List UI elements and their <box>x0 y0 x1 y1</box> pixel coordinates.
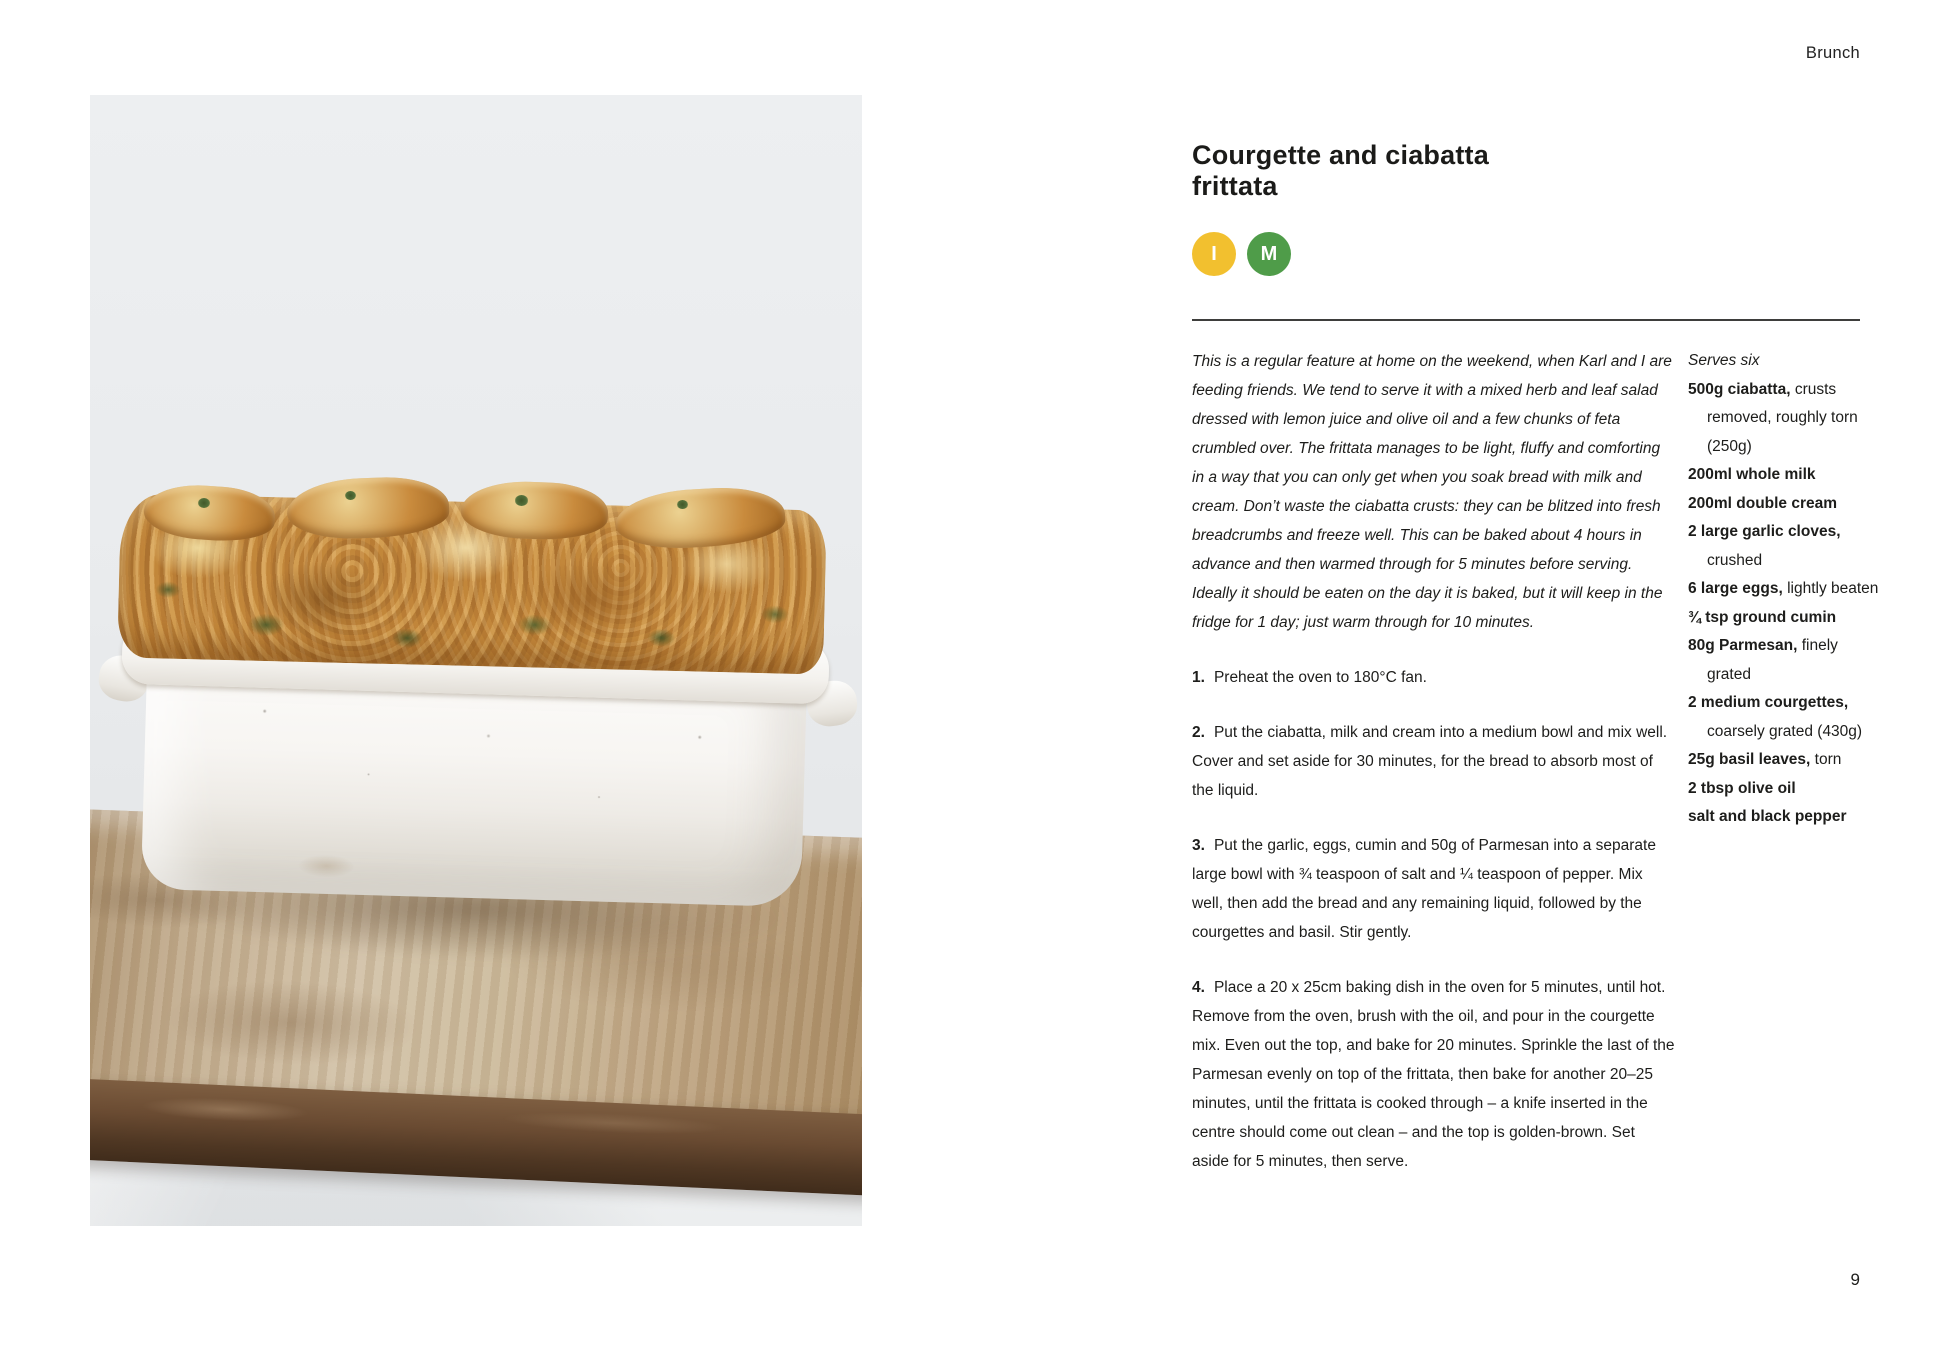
section-label: Brunch <box>1805 44 1860 62</box>
ingredients-column <box>1688 347 1884 832</box>
step-text: Place a 20 x 25cm baking dish in the oven for 5 minutes, until hot. Remove from the oven, brush with the oil, and pour in the courgette mix. Even out the top, and bake for 20 minutes. Sprinkle the last of the Parmesan evenly on top of the frittata, then bake for another 20–25 minutes, until the frittata is cooked through – a knife inserted in the centre should come out clean – and the top is golden-brown. Set aside for 5 minutes, then serve. <box>1192 979 1675 1170</box>
method-step <box>1192 831 1676 947</box>
step-number: 4. <box>1192 979 1205 996</box>
courgette-fleck <box>345 491 356 500</box>
diet-badge: I <box>1192 232 1236 276</box>
ingredient-item <box>1688 775 1884 804</box>
step-number: 1. <box>1192 669 1205 686</box>
ingredients-list <box>1688 376 1884 832</box>
ingredient-item <box>1688 490 1884 519</box>
ingredient-item <box>1688 575 1884 604</box>
ingredient-quantity: 80g Parmesan, <box>1688 637 1798 654</box>
step-text: Put the garlic, eggs, cumin and 50g of Parmesan into a separate large bowl with ¾ teaspoon of salt and ¼ teaspoon of pepper. Mix well, then add the bread and any remaining liquid, followed by the courgettes and basil. Stir gently. <box>1192 837 1656 941</box>
ingredient-quantity: 25g basil leaves, <box>1688 751 1811 768</box>
ingredient-quantity: 6 large eggs, <box>1688 580 1783 597</box>
divider-rule <box>1192 319 1860 321</box>
method-steps <box>1192 663 1676 1176</box>
courgette-fleck <box>677 500 689 509</box>
ingredient-item <box>1688 461 1884 490</box>
ingredient-item <box>1688 689 1884 746</box>
ingredient-prep: crushed <box>1707 551 1763 569</box>
ingredient-quantity: ¾ tsp ground cumin <box>1688 608 1837 626</box>
step-number: 3. <box>1192 837 1205 854</box>
ingredient-item <box>1688 376 1884 462</box>
ingredient-item <box>1688 803 1884 832</box>
diet-badges <box>1192 232 1291 276</box>
method-step <box>1192 718 1676 805</box>
ingredient-quantity: 500g ciabatta, <box>1688 380 1791 398</box>
ingredient-prep: crusts removed, roughly torn (250g) <box>1707 380 1858 455</box>
recipe-intro: This is a regular feature at home on the weekend, when Karl and I are feeding friends. We tend to serve it with a mixed herb and leaf salad dressed with lemon juice and olive oil and a few chunks of feta crumbled over. The frittata manages to be light, fluffy and comforting in a way that you can only get when you soak bread with milk and cream. Don’t waste the ciabatta crusts: they can be blitzed into fresh breadcrumbs and freeze well. This can be baked about 4 hours in advance and then warmed through for 5 minutes before serving. Ideally it should be eaten on the day it is baked, but it will keep in the fridge for 1 day; just warm through for 10 minutes. <box>1192 353 1672 631</box>
step-text: Preheat the oven to 180°C fan. <box>1213 669 1427 686</box>
ingredient-prep: finely grated <box>1707 637 1838 683</box>
ingredient-prep: lightly beaten <box>1787 580 1879 597</box>
ingredient-quantity: 200ml double cream <box>1688 494 1838 512</box>
recipe-body <box>1192 347 1676 1176</box>
ingredient-prep: coarsely grated (430g) <box>1707 722 1863 740</box>
ingredient-item <box>1688 518 1884 575</box>
page-number: 9 <box>1850 1270 1860 1289</box>
ingredient-quantity: salt and black pepper <box>1688 808 1847 825</box>
ingredient-item <box>1688 632 1884 689</box>
serves-label: Serves six <box>1688 352 1760 369</box>
step-number: 2. <box>1192 724 1205 741</box>
ingredient-quantity: 2 large garlic cloves, <box>1688 523 1841 540</box>
diet-badge: M <box>1247 232 1291 276</box>
method-step <box>1192 663 1676 692</box>
recipe-photo <box>90 95 862 1226</box>
ingredient-quantity: 2 medium courgettes, <box>1688 694 1849 711</box>
step-text: Put the ciabatta, milk and cream into a medium bowl and mix well. Cover and set aside for 30 minutes, for the bread to absorb most of the liquid. <box>1192 724 1668 799</box>
method-step <box>1192 973 1676 1176</box>
courgette-fleck <box>198 498 210 508</box>
courgette-fleck <box>515 495 528 505</box>
recipe-title: Courgette and ciabatta frittata <box>1192 140 1489 201</box>
ingredient-quantity: 2 tbsp olive oil <box>1688 779 1796 797</box>
ingredient-item <box>1688 604 1884 633</box>
ingredient-prep: torn <box>1814 751 1842 768</box>
ingredient-item <box>1688 746 1884 775</box>
ingredient-quantity: 200ml whole milk <box>1688 466 1816 483</box>
